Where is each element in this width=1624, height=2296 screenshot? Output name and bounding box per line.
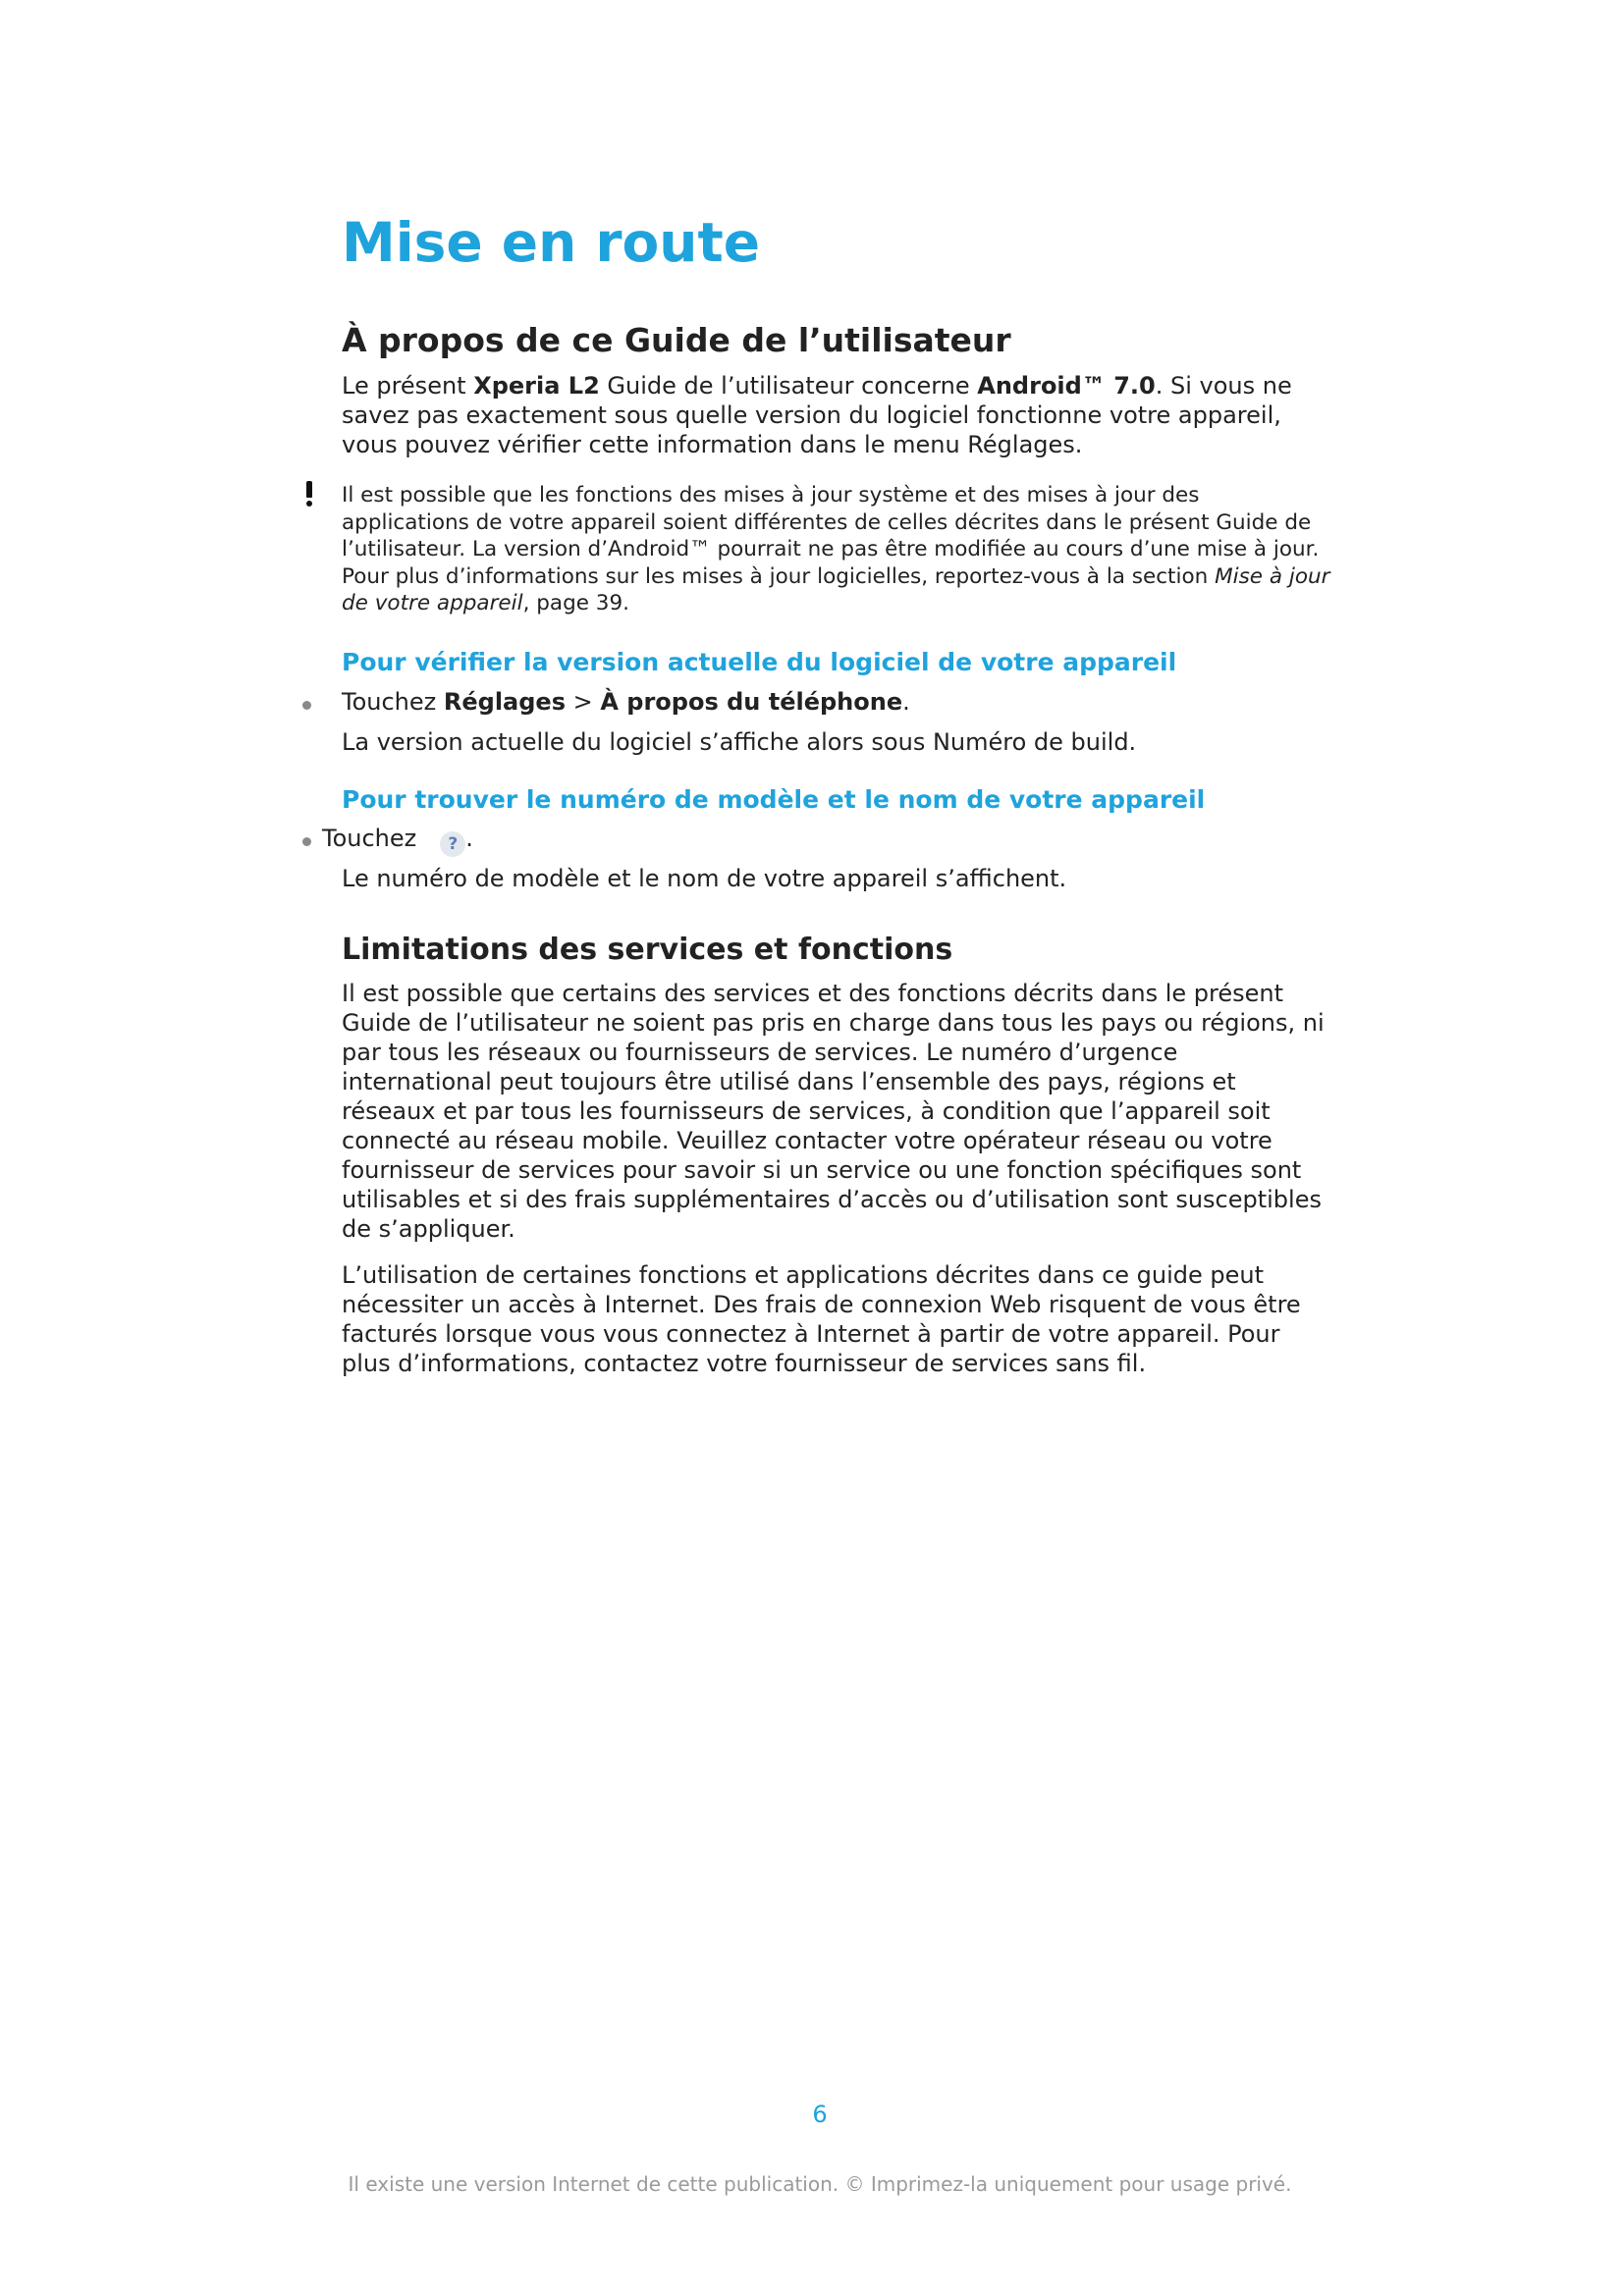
task1-step — [342, 687, 1333, 717]
settings-menu-label: Réglages — [443, 688, 566, 716]
intro-android-version: Android™ 7.0 — [977, 372, 1156, 400]
limitations-paragraph-1: Il est possible que certains des services et des fonctions décrits dans le présent Guide de l’utilisateur ne soient pas pris en charge dans tous les pays ou régions, ni par tous les réseaux ou fournisseurs de services. Le numéro d’urgence international peut toujours être utilisé dans l’ensemble des pays, régions et réseaux et par tous les fournisseurs de services, à condition que l’appareil soit connecté au réseau mobile. Veuillez contacter votre opérateur réseau ou votre fournisseur de services pour savoir si un service ou une fonction spécifiques sont utilisables et si des frais supplémentaires d’accès ou d’utilisation sont susceptibles de s’appliquer. — [342, 980, 1325, 1243]
footer-notice: Il existe une version Internet de cette publication. © Imprimez-la uniquement pour usage privé. — [348, 2172, 1292, 2196]
note-suffix: , page 39. — [522, 591, 629, 615]
task2-step-prefix: Touchez — [322, 825, 417, 852]
help-icon: ? — [440, 831, 465, 857]
intro-paragraph — [342, 371, 1333, 459]
task-heading-find-model: Pour trouver le numéro de modèle et le nom de votre appareil — [342, 785, 1206, 814]
warning-icon — [303, 481, 315, 507]
task2-step-end: . — [465, 825, 473, 852]
section-heading-limitations: Limitations des services et fonctions — [342, 933, 953, 967]
intro-text-2: Guide de l’utilisateur concerne — [599, 372, 978, 400]
limitations-paragraph-2: L’utilisation de certaines fonctions et applications décrites dans ce guide peut nécessiter un accès à Internet. Des frais de connexion Web risquent de vous être facturés lorsque vous vous connectez à Internet à partir de votre appareil. Pour plus d’informations, contactez votre fournisseur de services sans fil. — [342, 1261, 1301, 1377]
note-link-update[interactable]: Mise à jour de votre appareil — [342, 563, 1330, 615]
page-title: Mise en route — [342, 211, 761, 274]
task2-result: Le numéro de modèle et le nom de votre appareil s’affichent. — [342, 865, 1067, 892]
about-phone-menu-label: À propos du téléphone — [600, 688, 903, 716]
section-heading-about-guide: À propos de ce Guide de l’utilisateur — [342, 321, 1011, 359]
page-number: 6 — [812, 2101, 828, 2128]
bullet-icon — [302, 837, 311, 846]
note-paragraph — [342, 482, 1333, 617]
bullet-icon — [302, 701, 311, 710]
task2-step — [322, 824, 1314, 857]
intro-product-name: Xperia L2 — [473, 372, 600, 400]
task1-result: La version actuelle du logiciel s’affiche alors sous Numéro de build. — [342, 728, 1137, 756]
task-heading-check-version: Pour vérifier la version actuelle du logiciel de votre appareil — [342, 648, 1177, 676]
task1-step-prefix: Touchez — [342, 688, 444, 716]
intro-text-1: Le présent — [342, 372, 474, 400]
task1-step-separator: > — [565, 688, 601, 716]
note-text: Il est possible que les fonctions des mises à jour système et des mises à jour des applications de votre appareil soient différentes de celles décrites dans le présent Guide de l’utilisateur. La version d’Android™ pourrait ne pas être modifiée au cours d’une mise à jour. Pour plus d’informations sur les mises à jour logicielles, reportez-vous à la section — [342, 483, 1320, 589]
intro-text-3: . Si vous ne savez pas exactement sous quelle version du logiciel fonctionne votre appareil, vous pouvez vérifier cette information dans le menu Réglages. — [342, 372, 1292, 458]
task1-step-end: . — [902, 688, 910, 716]
